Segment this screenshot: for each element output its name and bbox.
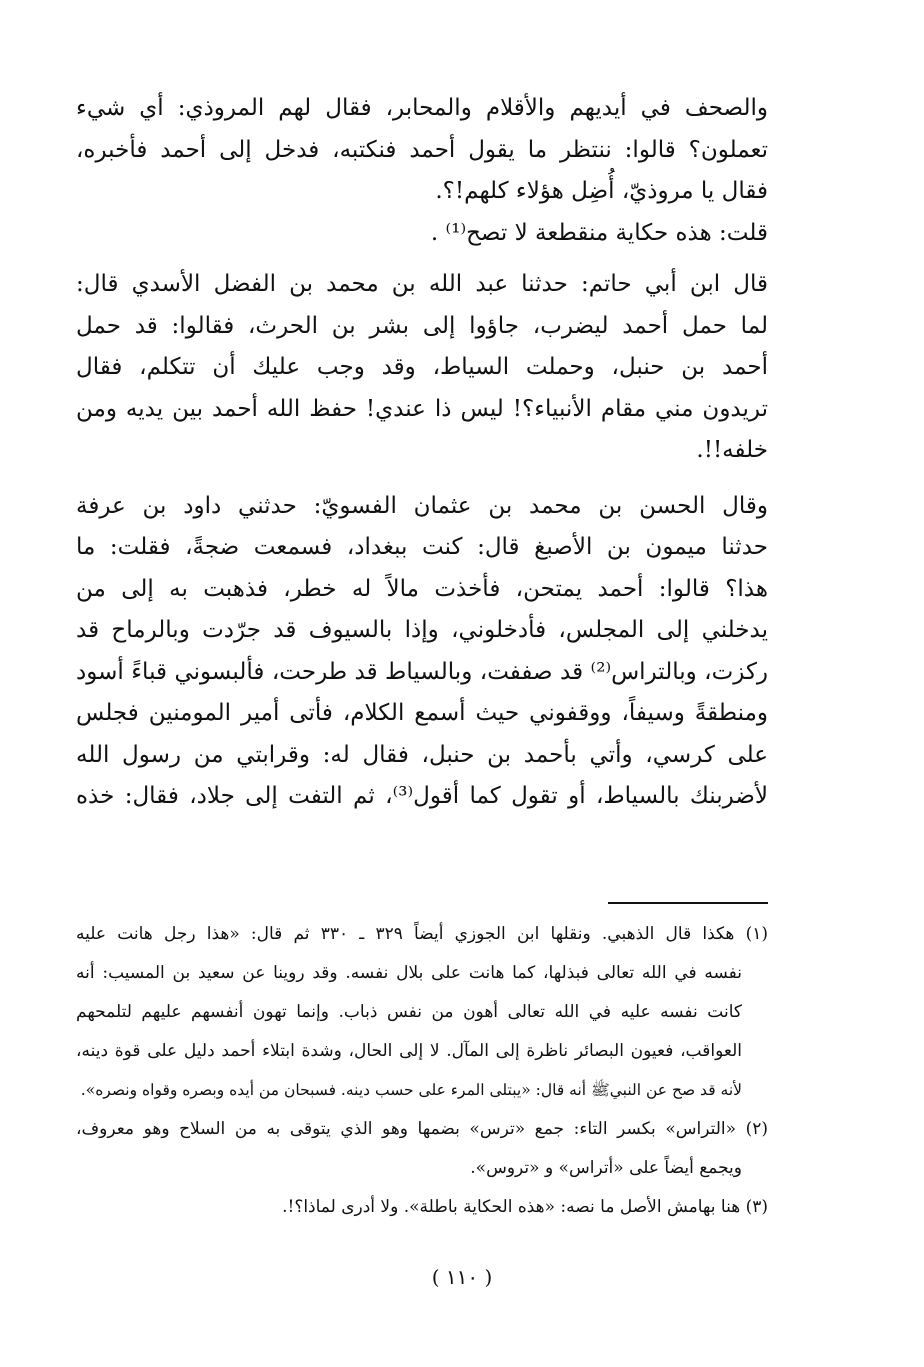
page-number: ( ١١٠ ): [431, 1265, 493, 1289]
footnotes: [76, 915, 768, 1227]
text-line: تعملون؟ قالوا: ننتظر ما يقول أحمد فنكتبه، فدخل إلى أحمد فأخبره،: [76, 136, 768, 163]
text-line: يدخلني إلى المجلس، فأدخلوني، وإذا بالسيوف قد جرّدت وبالرماح قد: [76, 617, 768, 643]
text-line: فقال يا مروذيّ، أُضِل هؤلاء كلهم!؟.: [435, 178, 768, 204]
text-line: تريدون مني مقام الأنبياء؟! ليس ذا عندي! حفظ الله أحمد بين يديه ومن: [76, 395, 768, 422]
text-line: خلفه!!.: [696, 437, 768, 463]
footnote-1: [76, 915, 768, 1110]
text-line: قلت: هذه حكاية منقطعة لا تصح⁽¹⁾ .: [430, 219, 768, 246]
footnote-line: نفسه في الله تعالى فبذلها، كما هانت على بلال نفسه. وقد روينا عن سعيد بن المسيب: أنه: [76, 963, 742, 983]
text-line: على كرسي، وأتي بأحمد بن حنبل، فقال له: وقرابتي من رسول الله: [76, 741, 768, 768]
paragraph-3: [76, 264, 768, 472]
footnote-3: [76, 1188, 768, 1227]
footnote-line: (٢) «التراس» بكسر التاء: جمع «ترس» بضمها وهو الذي يتوقى به من السلاح وهو معروف،: [76, 1119, 768, 1139]
text-line: ومنطقةً وسيفاً، ووقفوني حيث أسمع الكلام، فأتى أمير المومنين فجلس: [76, 700, 768, 726]
text-line: والصحف في أيديهم والأقلام والمحابر، فقال لهم المروذي: أي شيء: [76, 95, 768, 121]
footnote-line: ويجمع أيضاً على «أتراس» و «تروس».: [470, 1158, 742, 1178]
text-line: وقال الحسن بن محمد بن عثمان الفسويّ: حدثني داود بن عرفة: [76, 492, 768, 519]
footnote-line: (٣) هنا بهامش الأصل ما نصه: «هذه الحكاية باطلة». ولا أدرى لماذا؟!.: [282, 1197, 768, 1217]
text-line: هذا؟ قالوا: أحمد يمتحن، فأخذت مالاً له خطر، فذهبت به إلى من: [76, 575, 768, 602]
footnote-2: [76, 1110, 768, 1188]
text-line: قال ابن أبي حاتم: حدثنا عبد الله بن محمد بن الفضل الأسدي قال:: [76, 271, 768, 297]
text-line: حدثنا ميمون بن الأصبغ قال: كنت ببغداد، فسمعت ضجةً، فقلت: ما: [76, 534, 768, 560]
footnote-line: كانت نفسه عليه في الله تعالى أهون من نفس ذباب. وإنما تهون أنفسهم عليهم لتلمحهم: [76, 1002, 742, 1022]
paragraph-2: [76, 213, 768, 255]
text-line: لأضربنك بالسياط، أو تقول كما أقول⁽³⁾، ثم التفت إلى جلاد، فقال: خذه: [76, 783, 768, 809]
paragraph-4: [76, 486, 768, 818]
footnote-line: العواقب، فعيون البصائر ناظرة إلى المآل. لا إلى الحال، وشدة ابتلاء أحمد دليل على قوة دينه،: [76, 1041, 742, 1061]
text-line: أحمد بن حنبل، وحملت السياط، وقد وجب عليك أن تتكلم، فقال: [76, 354, 768, 380]
footnote-separator: [608, 902, 768, 904]
main-text: [76, 88, 768, 818]
text-line: ركزت، وبالتراس⁽²⁾ قد صففت، وبالسياط قد طرحت، فألبسوني قباءً أسود: [76, 658, 769, 685]
paragraph-1: [76, 88, 768, 213]
footnote-line: لأنه قد صح عن النبيﷺ أنه قال: «يبتلى المرء على حسب دينه. فسبحان من أيده وبصره وقواه ونصره».: [80, 1081, 742, 1099]
text-line: لما حمل أحمد ليضرب، جاؤوا إلى بشر بن الحرث، فقالوا: قد حمل: [76, 312, 768, 339]
footnote-line: (١) هكذا قال الذهبي. ونقلها ابن الجوزي أيضاً ٣٢٩ ـ ٣٣٠ ثم قال: «هذا رجل هانت عليه: [76, 924, 768, 944]
